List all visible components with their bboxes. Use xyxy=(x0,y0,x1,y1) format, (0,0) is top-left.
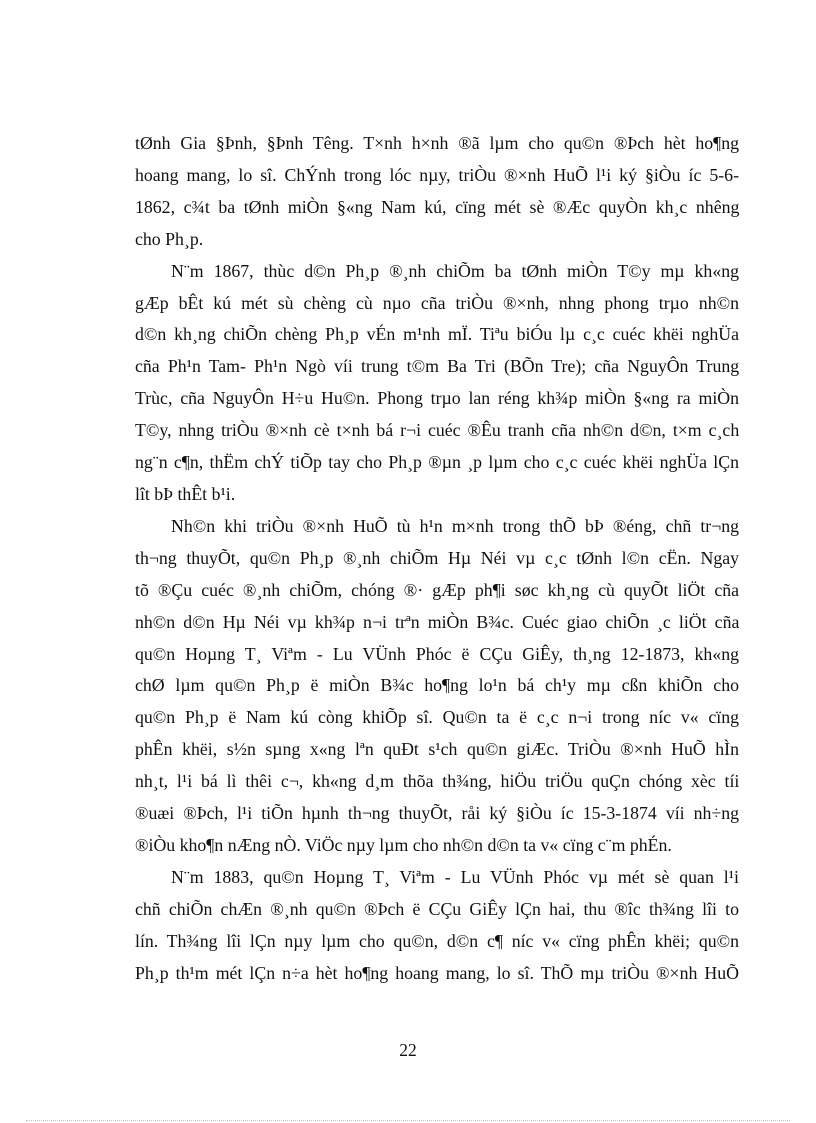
paragraph-4 xyxy=(135,862,739,990)
paragraph-3 xyxy=(135,511,739,862)
text-line: chØ lµm qu©n Ph¸p ë miÒn B¾c ho¶ng lo¹n bá ch¹y mµ cßn khiÕn cho xyxy=(135,675,739,696)
page-bottom-divider xyxy=(26,1120,790,1121)
text-line: lín. Th¾ng lîi lÇn nµy lµm cho qu©n, d©n c¶ níc v« cïng phÊn khëi; qu©n xyxy=(135,930,739,951)
text-line: Ph¸p th¹m mét lÇn n÷a hèt ho¶ng hoang mang, lo sî. ThÕ mµ triÒu ®×nh HuÕ xyxy=(135,962,739,983)
text-line: T©y, nhng triÒu ®×nh cè t×nh bá r¬i cuéc ®Êu tranh cña nh©n d©n, t×m c¸ch xyxy=(135,420,740,441)
text-line: tõ ®Çu cuéc ®¸nh chiÕm, chóng ®· gÆp ph¶i søc kh¸ng cù quyÕt liÖt cña xyxy=(135,579,739,600)
paragraph-2 xyxy=(135,256,739,511)
text-line: qu©n Hoµng T¸ Viªm - Lu VÜnh Phóc ë CÇu GiÊy, th¸ng 12-1873, kh«ng xyxy=(135,643,739,664)
text-line: d©n kh¸ng chiÕn chèng Ph¸p vÉn m¹nh mÏ. Tiªu biÓu lµ c¸c cuéc khëi nghÜa xyxy=(135,324,739,345)
text-line: 1862, c¾t ba tØnh miÒn §«ng Nam kú, cïng mét sè ®Æc quyÒn kh¸c nhêng xyxy=(135,196,740,217)
text-line: th¬ng thuyÕt, qu©n Ph¸p ®¸nh chiÕm Hµ Néi vµ c¸c tØnh l©n cËn. Ngay xyxy=(135,547,739,568)
text-line: gÆp bÊt kú mét sù chèng cù nµo cña triÒu ®×nh, nhng phong trµo nh©n xyxy=(135,292,739,313)
text-line: ®uæi ®Þch, l¹i tiÕn hµnh th¬ng thuyÕt, råi ký §iÒu íc 15-3-1874 víi nh÷ng xyxy=(135,803,739,824)
paragraph-1 xyxy=(135,128,739,256)
text-line: ng¨n c¶n, thËm chÝ tiÕp tay cho Ph¸p ®µn ¸p lµm cho c¸c cuéc khëi nghÜa lÇn xyxy=(135,452,739,473)
text-line: cho Ph¸p. xyxy=(135,228,204,249)
text-line: Trùc, cña NguyÔn H÷u Hu©n. Phong trµo lan réng kh¾p miÒn §«ng ra miÒn xyxy=(135,388,739,409)
text-line: nh¸t, l¹i bá lì thêi c¬, kh«ng d¸m thõa th¾ng, hiÖu triÖu quÇn chóng xèc tíi xyxy=(135,771,740,792)
text-line: tØnh Gia §Þnh, §Þnh Têng. T×nh h×nh ®ã lµm cho qu©n ®Þch hèt ho¶ng xyxy=(135,133,739,153)
text-line: Nh©n khi triÒu ®×nh HuÕ tù h¹n m×nh trong thÕ bÞ ®éng, chñ tr¬ng xyxy=(171,515,739,536)
text-line: N¨m 1867, thùc d©n Ph¸p ®¸nh chiÕm ba tØnh miÒn T©y mµ kh«ng xyxy=(171,260,739,281)
text-line: nh©n d©n Hµ Néi vµ kh¾p n¬i trªn miÒn B¾c. Cuéc giao chiÕn ¸c liÖt cña xyxy=(135,611,740,632)
page-number: 22 xyxy=(399,1040,417,1060)
text-line: hoang mang, lo sî. ChÝnh trong lóc nµy, triÒu ®×nh HuÕ l¹i ký §iÒu íc 5-6- xyxy=(135,164,739,185)
text-line: qu©n Ph¸p ë Nam kú còng khiÕp sî. Qu©n ta ë c¸c n¬i trong níc v« cïng xyxy=(135,707,739,728)
page-body xyxy=(135,128,739,989)
text-line: ®iÒu kho¶n nÆng nÒ. ViÖc nµy lµm cho nh©n d©n ta v« cïng c¨m phÉn. xyxy=(135,834,672,855)
text-line: N¨m 1883, qu©n Hoµng T¸ Viªm - Lu VÜnh Phóc vµ mét sè quan l¹i xyxy=(171,866,739,887)
text-line: lît bÞ thÊt b¹i. xyxy=(135,483,236,504)
text-line: cña Ph¹n Tam- Ph¹n Ngò víi trung t©m Ba Tri (BÕn Tre); cña NguyÔn Trung xyxy=(135,356,740,377)
text-line: phÊn khëi, s½n sµng x«ng lªn quÐt s¹ch qu©n giÆc. TriÒu ®×nh HuÕ hÌn xyxy=(135,739,739,760)
text-line: chñ chiÕn chÆn ®¸nh qu©n ®Þch ë CÇu GiÊy lÇn hai, thu ®îc th¾ng lîi to xyxy=(135,898,739,919)
